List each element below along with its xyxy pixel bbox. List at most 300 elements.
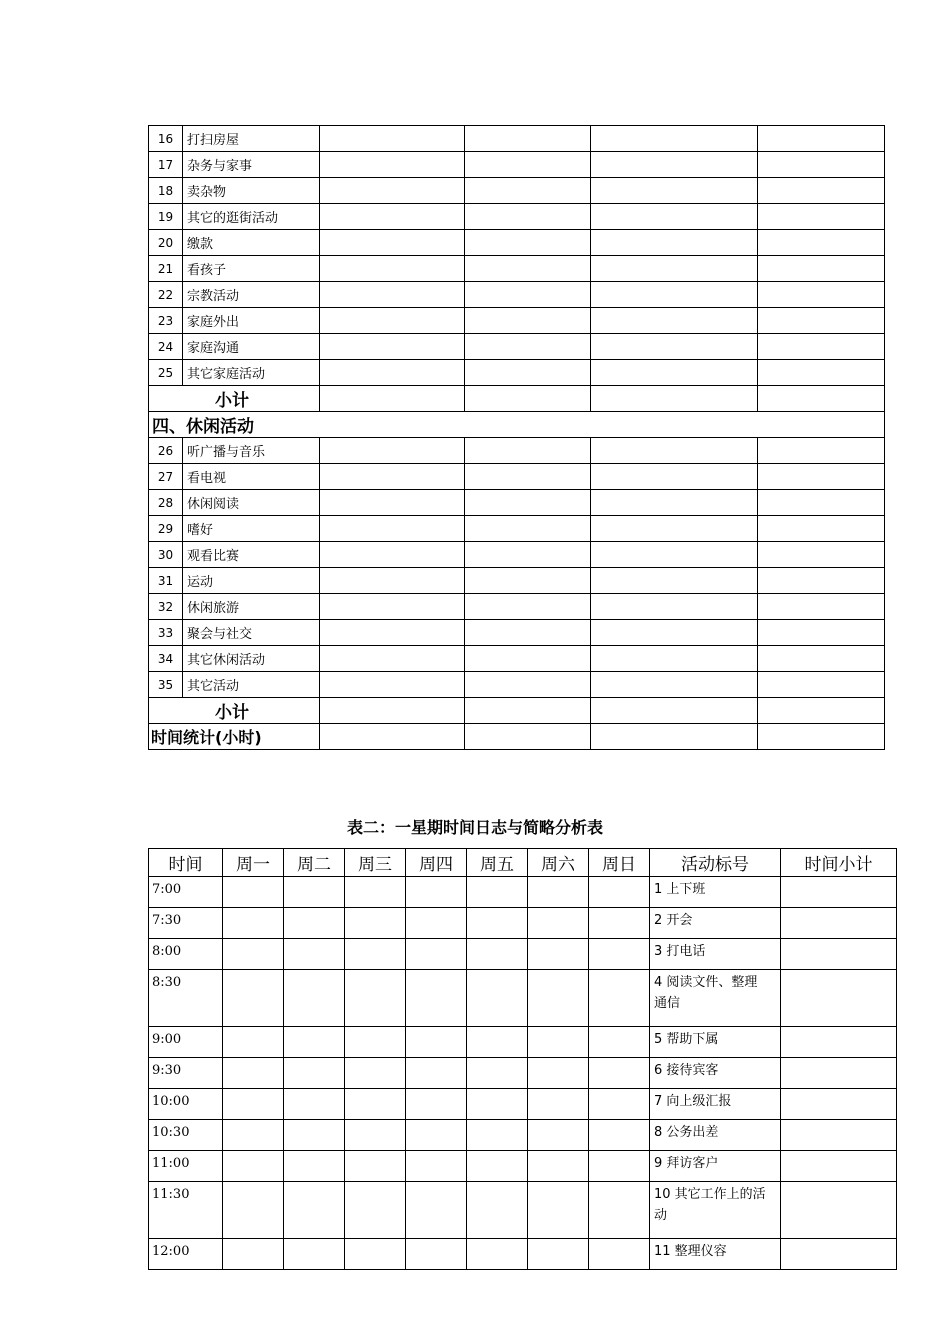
day-entry-cell[interactable]	[223, 939, 284, 970]
section-heading: 四、休闲活动	[149, 412, 885, 438]
day-entry-cell[interactable]	[345, 1089, 406, 1120]
activity-number: 23	[149, 308, 183, 334]
day-entry-cell[interactable]	[589, 1182, 650, 1239]
weekly-time-log-table	[148, 848, 897, 1270]
entry-cell[interactable]	[591, 334, 758, 360]
activity-row	[149, 594, 885, 620]
day-entry-cell[interactable]	[467, 970, 528, 1027]
time-subtotal-cell[interactable]	[781, 877, 897, 908]
activity-label: 听广播与音乐	[183, 438, 320, 464]
entry-cell[interactable]	[465, 464, 591, 490]
subtotal-label: 小计	[149, 698, 320, 724]
entry-cell[interactable]	[465, 204, 591, 230]
day-entry-cell[interactable]	[528, 939, 589, 970]
entry-cell[interactable]	[320, 152, 465, 178]
activity-code-text: 5 帮助下属	[654, 1032, 719, 1047]
day-entry-cell[interactable]	[223, 1151, 284, 1182]
column-header: 时间小计	[781, 849, 897, 877]
time-subtotal-cell[interactable]	[781, 1058, 897, 1089]
activity-number: 33	[149, 620, 183, 646]
entry-cell[interactable]	[758, 204, 885, 230]
activity-label: 杂务与家事	[183, 152, 320, 178]
day-entry-cell[interactable]	[528, 970, 589, 1027]
day-entry-cell[interactable]	[406, 1239, 467, 1270]
section-heading-row	[149, 412, 885, 438]
entry-cell[interactable]	[591, 230, 758, 256]
activity-label: 打扫房屋	[183, 126, 320, 152]
activity-label: 其它的逛街活动	[183, 204, 320, 230]
subtotal-cell[interactable]	[320, 386, 465, 412]
activity-number: 35	[149, 672, 183, 698]
column-header: 周一	[223, 849, 284, 877]
activity-code-cell	[650, 1151, 781, 1182]
day-entry-cell[interactable]	[284, 1151, 345, 1182]
entry-cell[interactable]	[465, 308, 591, 334]
day-entry-cell[interactable]	[467, 1027, 528, 1058]
entry-cell[interactable]	[465, 594, 591, 620]
entry-cell[interactable]	[591, 620, 758, 646]
activity-number: 26	[149, 438, 183, 464]
day-entry-cell[interactable]	[589, 1027, 650, 1058]
day-entry-cell[interactable]	[467, 1239, 528, 1270]
entry-cell[interactable]	[758, 490, 885, 516]
column-header: 周六	[528, 849, 589, 877]
time-subtotal-cell[interactable]	[781, 1239, 897, 1270]
activity-label: 观看比赛	[183, 542, 320, 568]
activity-number: 29	[149, 516, 183, 542]
leisure-activities-rows	[149, 438, 885, 698]
day-entry-cell[interactable]	[223, 1027, 284, 1058]
activity-number: 21	[149, 256, 183, 282]
time-subtotal-cell[interactable]	[781, 1027, 897, 1058]
activity-row	[149, 152, 885, 178]
entry-cell[interactable]	[465, 334, 591, 360]
activity-number: 17	[149, 152, 183, 178]
entry-cell[interactable]	[320, 204, 465, 230]
entry-cell[interactable]	[320, 672, 465, 698]
day-entry-cell[interactable]	[223, 908, 284, 939]
entry-cell[interactable]	[758, 308, 885, 334]
activity-label: 家庭外出	[183, 308, 320, 334]
entry-cell[interactable]	[320, 568, 465, 594]
time-slot-label: 11:30	[149, 1182, 223, 1239]
total-cell[interactable]	[591, 724, 758, 750]
day-entry-cell[interactable]	[223, 970, 284, 1027]
time-slot-row	[149, 939, 897, 970]
day-entry-cell[interactable]	[406, 970, 467, 1027]
column-header: 周三	[345, 849, 406, 877]
time-slot-row	[149, 1058, 897, 1089]
day-entry-cell[interactable]	[528, 1182, 589, 1239]
day-entry-cell[interactable]	[223, 1120, 284, 1151]
entry-cell[interactable]	[591, 464, 758, 490]
subtotal-cell[interactable]	[591, 698, 758, 724]
day-entry-cell[interactable]	[406, 1151, 467, 1182]
time-subtotal-cell[interactable]	[781, 1151, 897, 1182]
activity-label: 卖杂物	[183, 178, 320, 204]
activity-number: 30	[149, 542, 183, 568]
entry-cell[interactable]	[320, 334, 465, 360]
subtotal-cell[interactable]	[758, 698, 885, 724]
header-row	[149, 849, 897, 877]
day-entry-cell[interactable]	[467, 877, 528, 908]
entry-cell[interactable]	[320, 516, 465, 542]
entry-cell[interactable]	[758, 464, 885, 490]
day-entry-cell[interactable]	[528, 1120, 589, 1151]
day-entry-cell[interactable]	[406, 939, 467, 970]
activity-row	[149, 568, 885, 594]
subtotal-row	[149, 698, 885, 724]
activity-label: 其它家庭活动	[183, 360, 320, 386]
household-subtotal-section	[149, 386, 885, 438]
day-entry-cell[interactable]	[284, 939, 345, 970]
time-slot-label: 7:30	[149, 908, 223, 939]
day-entry-cell[interactable]	[589, 908, 650, 939]
day-entry-cell[interactable]	[406, 1089, 467, 1120]
activity-code-text: 3 打电话	[654, 944, 706, 959]
day-entry-cell[interactable]	[589, 939, 650, 970]
activity-code-text: 通信	[654, 996, 681, 1011]
time-slot-label: 9:30	[149, 1058, 223, 1089]
entry-cell[interactable]	[320, 646, 465, 672]
day-entry-cell[interactable]	[528, 1027, 589, 1058]
day-entry-cell[interactable]	[223, 1058, 284, 1089]
entry-cell[interactable]	[465, 646, 591, 672]
activity-label: 休闲旅游	[183, 594, 320, 620]
activity-row	[149, 126, 885, 152]
entry-cell[interactable]	[758, 256, 885, 282]
activity-code-text: 4 阅读文件、整理	[654, 975, 758, 990]
activity-label: 嗜好	[183, 516, 320, 542]
activity-row	[149, 282, 885, 308]
day-entry-cell[interactable]	[528, 1239, 589, 1270]
activity-row	[149, 672, 885, 698]
total-cell[interactable]	[758, 724, 885, 750]
day-entry-cell[interactable]	[406, 1027, 467, 1058]
activity-label: 休闲阅读	[183, 490, 320, 516]
day-entry-cell[interactable]	[467, 1151, 528, 1182]
time-slot-row	[149, 1027, 897, 1058]
entry-cell[interactable]	[758, 152, 885, 178]
total-cell[interactable]	[465, 724, 591, 750]
time-slot-label: 9:00	[149, 1027, 223, 1058]
time-slot-row	[149, 1239, 897, 1270]
activity-row	[149, 646, 885, 672]
total-cell[interactable]	[320, 724, 465, 750]
day-entry-cell[interactable]	[345, 877, 406, 908]
entry-cell[interactable]	[591, 490, 758, 516]
activity-number: 18	[149, 178, 183, 204]
day-entry-cell[interactable]	[528, 1151, 589, 1182]
entry-cell[interactable]	[758, 620, 885, 646]
activity-label: 运动	[183, 568, 320, 594]
day-entry-cell[interactable]	[284, 908, 345, 939]
activity-code-text: 6 接待宾客	[654, 1063, 719, 1078]
activity-code-cell	[650, 1120, 781, 1151]
activity-number: 24	[149, 334, 183, 360]
total-label: 时间统计(小时)	[149, 724, 320, 750]
entry-cell[interactable]	[591, 646, 758, 672]
time-slot-row	[149, 877, 897, 908]
time-subtotal-cell[interactable]	[781, 1182, 897, 1239]
entry-cell[interactable]	[465, 152, 591, 178]
activity-row	[149, 490, 885, 516]
day-entry-cell[interactable]	[589, 970, 650, 1027]
day-entry-cell[interactable]	[467, 1089, 528, 1120]
entry-cell[interactable]	[465, 282, 591, 308]
time-slot-label: 11:00	[149, 1151, 223, 1182]
entry-cell[interactable]	[320, 178, 465, 204]
entry-cell[interactable]	[465, 542, 591, 568]
day-entry-cell[interactable]	[528, 908, 589, 939]
activity-label: 缴款	[183, 230, 320, 256]
entry-cell[interactable]	[320, 594, 465, 620]
activity-number: 31	[149, 568, 183, 594]
entry-cell[interactable]	[320, 126, 465, 152]
day-entry-cell[interactable]	[284, 1089, 345, 1120]
entry-cell[interactable]	[591, 542, 758, 568]
column-header: 周五	[467, 849, 528, 877]
entry-cell[interactable]	[591, 516, 758, 542]
activity-row	[149, 620, 885, 646]
entry-cell[interactable]	[465, 178, 591, 204]
subtotal-cell[interactable]	[465, 386, 591, 412]
entry-cell[interactable]	[465, 568, 591, 594]
subtotal-cell[interactable]	[758, 386, 885, 412]
day-entry-cell[interactable]	[406, 1120, 467, 1151]
column-header: 周日	[589, 849, 650, 877]
entry-cell[interactable]	[758, 672, 885, 698]
time-slot-label: 12:00	[149, 1239, 223, 1270]
time-slot-row	[149, 970, 897, 1027]
activity-row	[149, 204, 885, 230]
activity-code-text: 9 拜访客户	[654, 1156, 719, 1171]
activity-row	[149, 438, 885, 464]
day-entry-cell[interactable]	[345, 1027, 406, 1058]
day-entry-cell[interactable]	[406, 1058, 467, 1089]
activity-label: 宗教活动	[183, 282, 320, 308]
time-subtotal-cell[interactable]	[781, 970, 897, 1027]
time-slot-label: 10:30	[149, 1120, 223, 1151]
activity-label: 家庭沟通	[183, 334, 320, 360]
entry-cell[interactable]	[758, 568, 885, 594]
entry-cell[interactable]	[465, 230, 591, 256]
day-entry-cell[interactable]	[284, 1239, 345, 1270]
activity-code-text: 11 整理仪容	[654, 1244, 727, 1259]
day-entry-cell[interactable]	[528, 1058, 589, 1089]
entry-cell[interactable]	[591, 594, 758, 620]
activity-number: 25	[149, 360, 183, 386]
entry-cell[interactable]	[465, 360, 591, 386]
day-entry-cell[interactable]	[345, 1239, 406, 1270]
entry-cell[interactable]	[465, 438, 591, 464]
entry-cell[interactable]	[591, 438, 758, 464]
entry-cell[interactable]	[758, 438, 885, 464]
subtotal-label: 小计	[149, 386, 320, 412]
entry-cell[interactable]	[591, 568, 758, 594]
activity-code-cell	[650, 1239, 781, 1270]
entry-cell[interactable]	[758, 282, 885, 308]
day-entry-cell[interactable]	[345, 970, 406, 1027]
entry-cell[interactable]	[591, 308, 758, 334]
entry-cell[interactable]	[320, 308, 465, 334]
activity-label: 聚会与社交	[183, 620, 320, 646]
subtotal-cell[interactable]	[465, 698, 591, 724]
activity-number: 22	[149, 282, 183, 308]
time-slot-row	[149, 1120, 897, 1151]
entry-cell[interactable]	[320, 464, 465, 490]
entry-cell[interactable]	[320, 256, 465, 282]
activity-row	[149, 542, 885, 568]
activity-code-text: 7 向上级汇报	[654, 1094, 732, 1109]
entry-cell[interactable]	[591, 204, 758, 230]
entry-cell[interactable]	[758, 230, 885, 256]
day-entry-cell[interactable]	[345, 908, 406, 939]
activity-number: 27	[149, 464, 183, 490]
day-entry-cell[interactable]	[467, 1058, 528, 1089]
activity-code-text: 2 开会	[654, 913, 693, 928]
entry-cell[interactable]	[758, 646, 885, 672]
activity-row	[149, 256, 885, 282]
entry-cell[interactable]	[591, 672, 758, 698]
entry-cell[interactable]	[320, 620, 465, 646]
time-subtotal-cell[interactable]	[781, 1089, 897, 1120]
time-slot-row	[149, 1089, 897, 1120]
activity-log-table	[148, 125, 885, 750]
entry-cell[interactable]	[320, 490, 465, 516]
entry-cell[interactable]	[465, 126, 591, 152]
entry-cell[interactable]	[465, 516, 591, 542]
entry-cell[interactable]	[758, 126, 885, 152]
entry-cell[interactable]	[465, 490, 591, 516]
day-entry-cell[interactable]	[406, 908, 467, 939]
entry-cell[interactable]	[591, 282, 758, 308]
entry-cell[interactable]	[320, 438, 465, 464]
activity-number: 28	[149, 490, 183, 516]
day-entry-cell[interactable]	[345, 1058, 406, 1089]
entry-cell[interactable]	[320, 360, 465, 386]
total-row	[149, 724, 885, 750]
day-entry-cell[interactable]	[345, 939, 406, 970]
time-subtotal-cell[interactable]	[781, 939, 897, 970]
entry-cell[interactable]	[591, 178, 758, 204]
activity-code-cell	[650, 877, 781, 908]
day-entry-cell[interactable]	[467, 908, 528, 939]
time-slot-label: 10:00	[149, 1089, 223, 1120]
activity-code-cell	[650, 1027, 781, 1058]
day-entry-cell[interactable]	[406, 877, 467, 908]
table2-title: 表二：一星期时间日志与简略分析表	[346, 818, 603, 837]
day-entry-cell[interactable]	[589, 1239, 650, 1270]
activity-label: 其它休闲活动	[183, 646, 320, 672]
entry-cell[interactable]	[320, 542, 465, 568]
activity-code-cell	[650, 1089, 781, 1120]
day-entry-cell[interactable]	[284, 1120, 345, 1151]
entry-cell[interactable]	[758, 334, 885, 360]
activity-number: 19	[149, 204, 183, 230]
day-entry-cell[interactable]	[223, 1239, 284, 1270]
entry-cell[interactable]	[591, 126, 758, 152]
day-entry-cell[interactable]	[345, 1182, 406, 1239]
day-entry-cell[interactable]	[284, 877, 345, 908]
activity-code-text: 8 公务出差	[654, 1125, 719, 1140]
time-slot-label: 7:00	[149, 877, 223, 908]
day-entry-cell[interactable]	[589, 877, 650, 908]
day-entry-cell[interactable]	[345, 1120, 406, 1151]
day-entry-cell[interactable]	[589, 1089, 650, 1120]
day-entry-cell[interactable]	[528, 1089, 589, 1120]
day-entry-cell[interactable]	[223, 1182, 284, 1239]
day-entry-cell[interactable]	[284, 1027, 345, 1058]
day-entry-cell[interactable]	[528, 877, 589, 908]
day-entry-cell[interactable]	[467, 939, 528, 970]
entry-cell[interactable]	[591, 360, 758, 386]
activity-row	[149, 464, 885, 490]
column-header: 活动标号	[650, 849, 781, 877]
entry-cell[interactable]	[465, 672, 591, 698]
subtotal-cell[interactable]	[320, 698, 465, 724]
subtotal-cell[interactable]	[591, 386, 758, 412]
time-slot-row	[149, 908, 897, 939]
time-subtotal-cell[interactable]	[781, 908, 897, 939]
entry-cell[interactable]	[758, 360, 885, 386]
entry-cell[interactable]	[591, 256, 758, 282]
day-entry-cell[interactable]	[223, 1089, 284, 1120]
entry-cell[interactable]	[591, 152, 758, 178]
day-entry-cell[interactable]	[284, 970, 345, 1027]
activity-code-cell	[650, 1182, 781, 1239]
activity-label: 看孩子	[183, 256, 320, 282]
day-entry-cell[interactable]	[284, 1058, 345, 1089]
day-entry-cell[interactable]	[589, 1151, 650, 1182]
day-entry-cell[interactable]	[467, 1120, 528, 1151]
entry-cell[interactable]	[465, 256, 591, 282]
entry-cell[interactable]	[320, 282, 465, 308]
activity-row	[149, 334, 885, 360]
activity-label: 其它活动	[183, 672, 320, 698]
entry-cell[interactable]	[320, 230, 465, 256]
activity-code-cell	[650, 939, 781, 970]
activity-number: 34	[149, 646, 183, 672]
day-entry-cell[interactable]	[467, 1182, 528, 1239]
time-subtotal-cell[interactable]	[781, 1120, 897, 1151]
entry-cell[interactable]	[465, 620, 591, 646]
activity-row	[149, 178, 885, 204]
column-header: 时间	[149, 849, 223, 877]
time-slot-row	[149, 1182, 897, 1239]
entry-cell[interactable]	[758, 516, 885, 542]
entry-cell[interactable]	[758, 178, 885, 204]
day-entry-cell[interactable]	[406, 1182, 467, 1239]
activity-code-cell	[650, 908, 781, 939]
entry-cell[interactable]	[758, 542, 885, 568]
day-entry-cell[interactable]	[345, 1151, 406, 1182]
time-slots	[149, 877, 897, 1270]
household-activities-rows	[149, 126, 885, 386]
time-slot-row	[149, 1151, 897, 1182]
day-entry-cell[interactable]	[223, 877, 284, 908]
activity-number: 16	[149, 126, 183, 152]
day-entry-cell[interactable]	[589, 1120, 650, 1151]
day-entry-cell[interactable]	[284, 1182, 345, 1239]
entry-cell[interactable]	[758, 594, 885, 620]
activity-code-text: 动	[654, 1208, 668, 1223]
subtotal-row	[149, 386, 885, 412]
activity-code-cell	[650, 970, 781, 1027]
activity-number: 20	[149, 230, 183, 256]
day-entry-cell[interactable]	[589, 1058, 650, 1089]
activity-code-text: 10 其它工作上的活	[654, 1187, 766, 1202]
